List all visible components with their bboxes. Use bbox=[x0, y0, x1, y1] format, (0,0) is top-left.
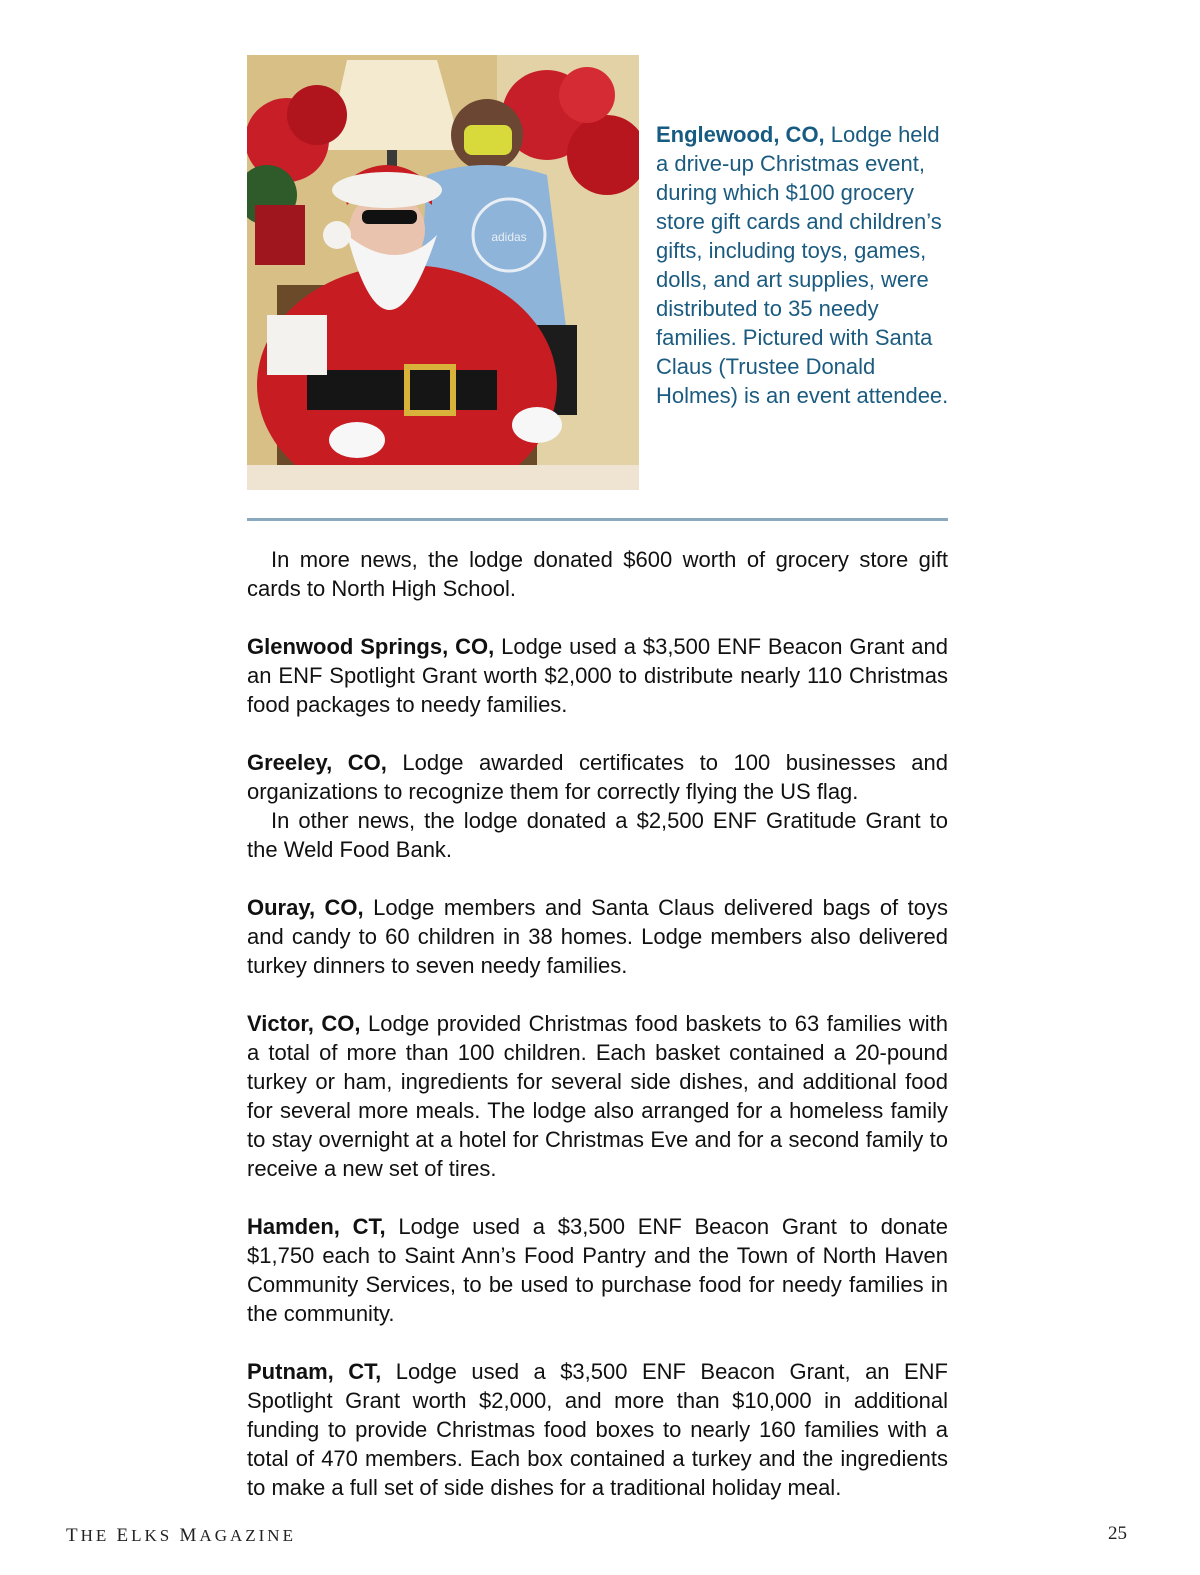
article-location: Greeley, CO, bbox=[247, 750, 387, 775]
santa-photo bbox=[247, 55, 639, 490]
article-paragraph: In more news, the lodge donated $600 worth of grocery store gift cards to North High School. bbox=[247, 547, 948, 601]
caption-text: Lodge held a drive-up Christmas event, during which $100 grocery store gift cards and children’s gifts, including toys, games, dolls, and art supplies, were distributed to 35 needy families. Pictured with Santa Claus (Trustee Donald Holmes) is an event attendee. bbox=[656, 122, 949, 408]
article-putnam: Putnam, CT, Lodge used a $3,500 ENF Beacon Grant, an ENF Spotlight Grant worth $2,000, and more than $10,000 in additional funding to provide Christmas food boxes to nearly 160 families with a total of 470 members. Each box contained a turkey and the ingredients to make a full set of side dishes for a traditional holiday meal. bbox=[247, 1359, 948, 1500]
article-glenwood-springs: Glenwood Springs, CO, Lodge used a $3,500 ENF Beacon Grant and an ENF Spotlight Grant worth $2,000 to distribute nearly 110 Christmas food packages to needy families. bbox=[247, 634, 948, 717]
article-location: Glenwood Springs, CO, bbox=[247, 634, 495, 659]
article-victor: Victor, CO, Lodge provided Christmas food baskets to 63 families with a total of more than 100 children. Each basket contained a 20-pound turkey or ham, ingredients for several side dishes, and additional food for several more meals. The lodge also arranged for a homeless family to stay overnight at a hotel for Christmas Eve and for a second family to receive a new set of tires. bbox=[247, 1011, 948, 1181]
article-location: Ouray, CO, bbox=[247, 895, 364, 920]
article-greeley: Greeley, CO, Lodge awarded certificates to 100 businesses and organizations to recognize them for correctly flying the US flag. bbox=[247, 750, 948, 804]
article-location: Victor, CO, bbox=[247, 1011, 361, 1036]
article-body bbox=[247, 545, 948, 1502]
section-divider bbox=[247, 518, 948, 521]
caption-location: Englewood, CO, bbox=[656, 122, 825, 147]
photo-caption bbox=[656, 120, 956, 410]
article-paragraph: In other news, the lodge donated a $2,500 ENF Gratitude Grant to the Weld Food Bank. bbox=[247, 808, 948, 862]
article-hamden: Hamden, CT, Lodge used a $3,500 ENF Beacon Grant to donate $1,750 each to Saint Ann’s Food Pantry and the Town of North Haven Community Services, to be used to purchase food for needy families in the community. bbox=[247, 1214, 948, 1326]
article-location: Putnam, CT, bbox=[247, 1359, 382, 1384]
article-location: Hamden, CT, bbox=[247, 1214, 386, 1239]
page-number: 25 bbox=[1108, 1523, 1127, 1544]
magazine-title: THE ELKS MAGAZINE bbox=[66, 1525, 296, 1546]
shirt-logo-text: adidas bbox=[491, 230, 527, 244]
article-ouray: Ouray, CO, Lodge members and Santa Claus delivered bags of toys and candy to 60 children in 38 homes. Lodge members also delivered turkey dinners to seven needy families. bbox=[247, 895, 949, 978]
